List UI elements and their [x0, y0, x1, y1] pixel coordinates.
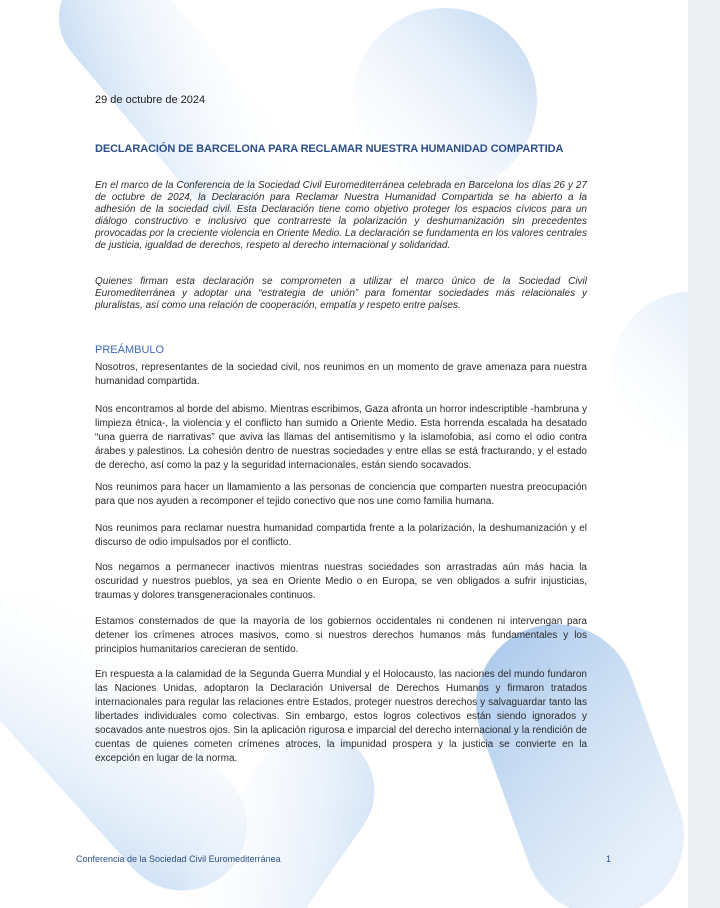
- footer-organization: Conferencia de la Sociedad Civil Euromediterránea: [76, 854, 281, 864]
- document-title: DECLARACIÓN DE BARCELONA PARA RECLAMAR NUESTRA HUMANIDAD COMPARTIDA: [95, 143, 564, 155]
- footer-page-number: 1: [606, 854, 612, 864]
- viewer-side-strip: [688, 0, 720, 908]
- body-paragraph: En respuesta a la calamidad de la Segunda Guerra Mundial y el Holocausto, las naciones del mundo fundaron las Naciones Unidas, adoptaron la Declaración Universal de Derechos Humanos y firmaron tratados internacionales para regular las relaciones entre Estados, proteger nuestros derechos y salvaguardar tanto las libertades individuales como colectivas. Sin embargo, estos logros colectivos están siendo ignorados y socavados ante nuestros ojos. Sin la aplicación rigurosa e imparcial del derecho internacional y la rendición de cuentas de quienes cometen crímenes atroces, la impunidad prospera y la justicia se convierte en la excepción en lugar de la norma.: [95, 669, 587, 764]
- intro-paragraph: Quienes firman esta declaración se comprometen a utilizar el marco único de la Sociedad Civil Euromediterránea y adoptar una “estrategia de unión” para fomentar sociedades más relacionales y pluralistas, así como una relación de cooperación, empatía y respeto entre países.: [95, 276, 587, 312]
- body-paragraph: Estamos consternados de que la mayoría de los gobiernos occidentales ni condenen ni intervengan para detener los crímenes atroces masivos, como si nuestros derechos humanos más fundamentales y los principios humanitarios carecieran de sentido.: [95, 616, 587, 655]
- body-paragraph: Nos reunimos para hacer un llamamiento a las personas de conciencia que comparten nuestra preocupación para que nos ayuden a recomponer el tejido conectivo que nos une como familia humana.: [95, 482, 587, 507]
- intro-paragraph: En el marco de la Conferencia de la Sociedad Civil Euromediterránea celebrada en Barcelona los días 26 y 27 de octubre de 2024, la Declaración para Reclamar Nuestra Humanidad Compartida se ha abierto a la adhesión de la sociedad civil. Esta Declaración tiene como objetivo proteger los espacios cívicos para un diálogo constructivo e inclusivo que contrarreste la polarización y deshumanización sin precedentes provocadas por la creciente violencia en Oriente Medio. La declaración se fundamenta en los valores centrales de justicia, igualdad de derechos, respeto al derecho internacional y solidaridad.: [95, 180, 587, 252]
- body-paragraph: Nos encontramos al borde del abismo. Mientras escribimos, Gaza afronta un horror indescriptible -hambruna y limpieza étnica-, la violencia y el conflicto han sumido a Oriente Medio. Esta horrenda escalada ha desatado “una guerra de narrativas” que aviva las llamas del antisemitismo y la islamofobia, así como el odio contra árabes y palestinos. La cohesión dentro de nuestras sociedades y entre ellas se está fracturando, y el estado de derecho, así como la paz y la seguridad internacionales, están siendo socavados.: [95, 404, 587, 471]
- body-paragraph: Nos reunimos para reclamar nuestra humanidad compartida frente a la polarización, la deshumanización y el discurso de odio impulsados por el conflicto.: [95, 523, 587, 548]
- body-paragraph: Nos negamos a permanecer inactivos mientras nuestras sociedades son arrastradas aún más hacia la oscuridad y nuestros pueblos, ya sea en Oriente Medio o en Europa, se ven obligados a sufrir injusticias, traumas y dolores transgeneracionales continuos.: [95, 562, 587, 601]
- section-heading-preamble: PREÁMBULO: [95, 344, 165, 356]
- body-paragraph: Nosotros, representantes de la sociedad civil, nos reunimos en un momento de grave amenaza para nuestra humanidad compartida.: [95, 362, 587, 387]
- document-date: 29 de octubre de 2024: [95, 94, 206, 106]
